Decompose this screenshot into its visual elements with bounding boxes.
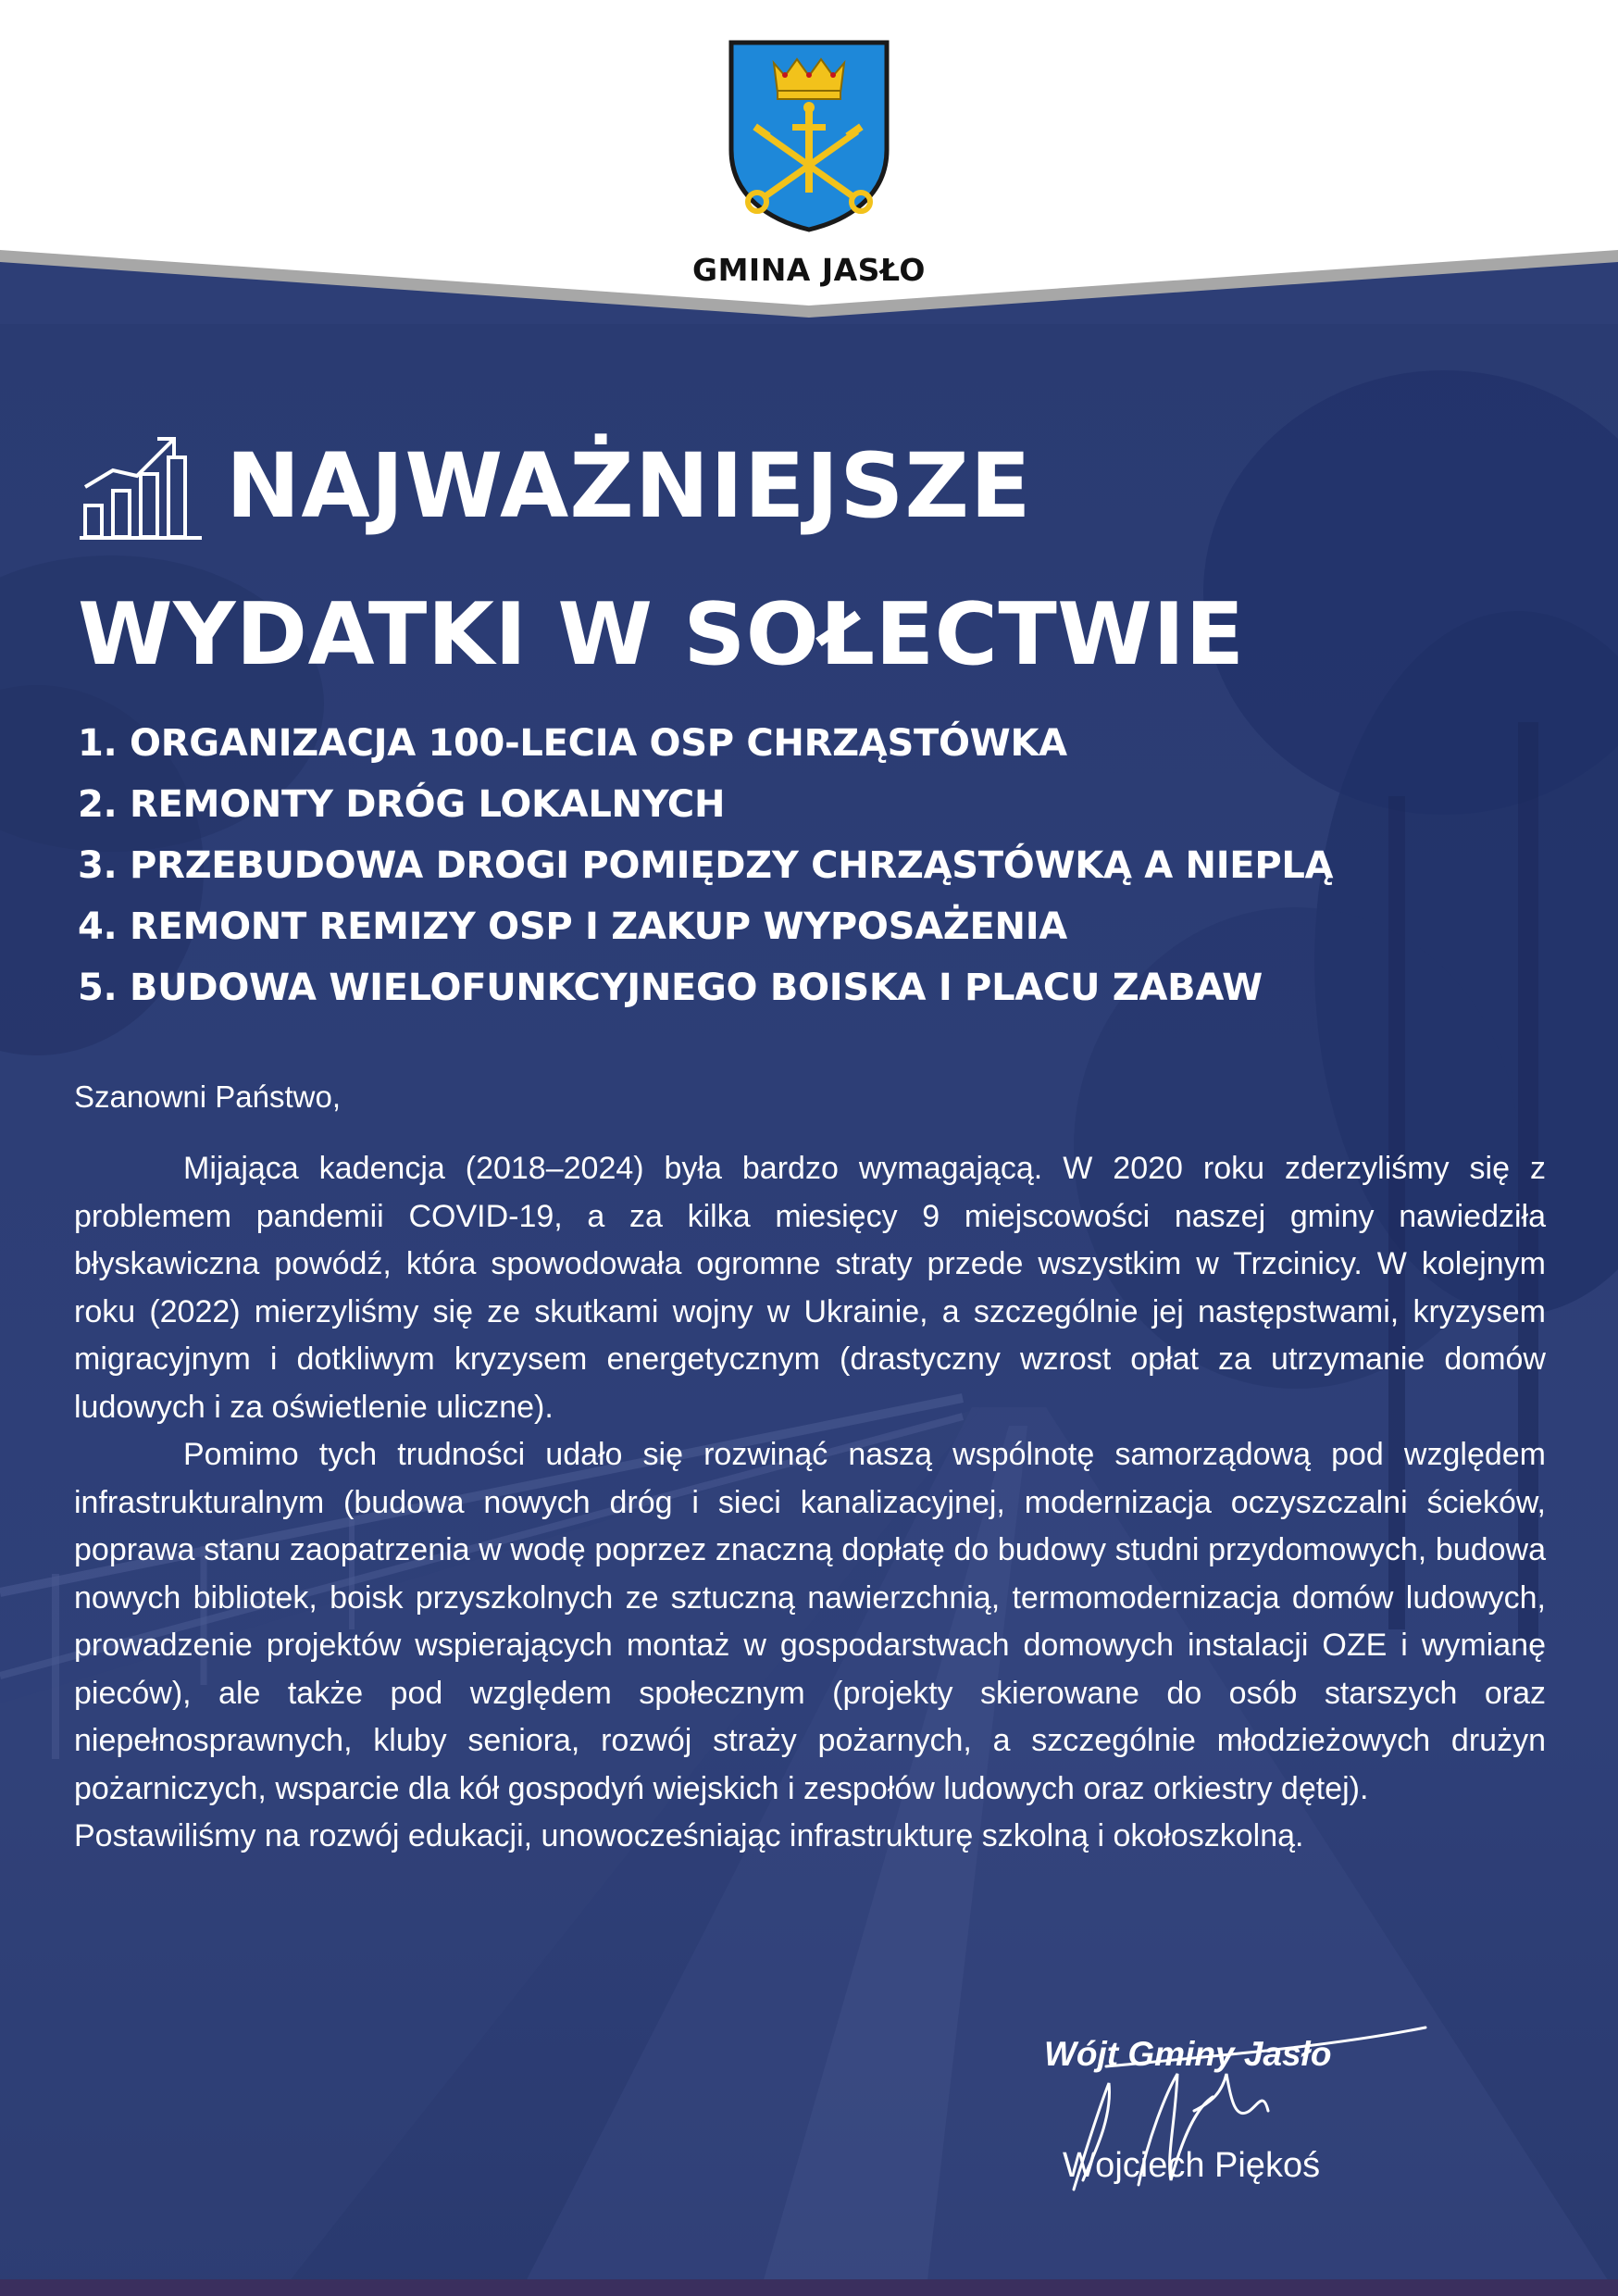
title-line-2: WYDATKI W SOŁECTWIE	[78, 584, 1245, 684]
title-line-1: NAJWAŻNIEJSZE	[226, 434, 1032, 538]
signature-role: Wójt Gminy Jasło	[1044, 2035, 1332, 2073]
letter-body	[74, 1145, 1546, 1861]
expense-item-4: 4. REMONT REMIZY OSP I ZAKUP WYPOSAŻENIA	[78, 905, 1067, 948]
signature-block	[1037, 2018, 1435, 2203]
letter-salutation: Szanowni Państwo,	[74, 1079, 341, 1114]
municipality-name: GMINA JASŁO	[691, 252, 926, 288]
letter-paragraph-1: Mijająca kadencja (2018–2024) była bardzo wymagającą. W 2020 roku zderzyliśmy się z problemem pandemii COVID-19, a za kilka miesięcy 9 miejscowości naszej gminy nawiedziła błyskawiczna powódź, która spowodowała ogromne straty przede wszystkim w Trzcinicy. W kolejnym roku (2022) mierzyliśmy się ze skutkami wojny w Ukrainie, a szczególnie jej następstwami, kryzysem migracyjnym i dotkliwym kryzysem energetycznym (drastyczny wzrost opłat za utrzymanie domów ludowych i za oświetlenie uliczne).	[74, 1151, 1546, 1425]
expense-item-5: 5. BUDOWA WIELOFUNKCYJNEGO BOISKA I PLACU ZABAW	[78, 967, 1263, 1009]
expense-item-2: 2. REMONTY DRÓG LOKALNYCH	[78, 783, 726, 826]
expense-item-1: 1. ORGANIZACJA 100-LECIA OSP CHRZĄSTÓWKA	[78, 722, 1067, 765]
growth-chart-icon	[80, 433, 202, 541]
expense-item-3: 3. PRZEBUDOWA DROGI POMIĘDZY CHRZĄSTÓWKĄ A NIEPLĄ	[78, 844, 1334, 887]
letter-paragraph-3: Postawiliśmy na rozwój edukacji, unowocześniając infrastrukturę szkolną i okołoszkolną.	[74, 1818, 1304, 1853]
signature-name: Wojciech Piękoś	[1063, 2146, 1321, 2185]
handwritten-signature-icon	[1037, 2018, 1435, 2203]
expenses-list	[78, 713, 1559, 1018]
letter-paragraph-2: Pomimo tych trudności udało się rozwinąć naszą wspólnotę samorządową pod względem infrastrukturalnym (budowa nowych dróg i sieci kanalizacyjnej, modernizacja oczyszczalni ścieków, poprawa stanu zaopatrzenia w wodę poprzez znaczną dopłatę do budowy studni przydomowych, budowa nowych bibliotek, boisk przyszkolnych ze sztuczną nawierzchnią, termomodernizacja domów ludowych, prowadzenie projektów wspierających montaż w gospodarstwach domowych instalacji OZE i wymianę pieców), ale także pod względem społecznym (projekty skierowane do osób starszych oraz niepełnosprawnych, kluby seniora, rozwój straży pożarnych, a szczególnie młodzieżowych drużyn pożarniczych, wsparcie dla kół gospodyń wiejskich i zespołów ludowych oraz orkiestry dętej).	[74, 1437, 1546, 1806]
